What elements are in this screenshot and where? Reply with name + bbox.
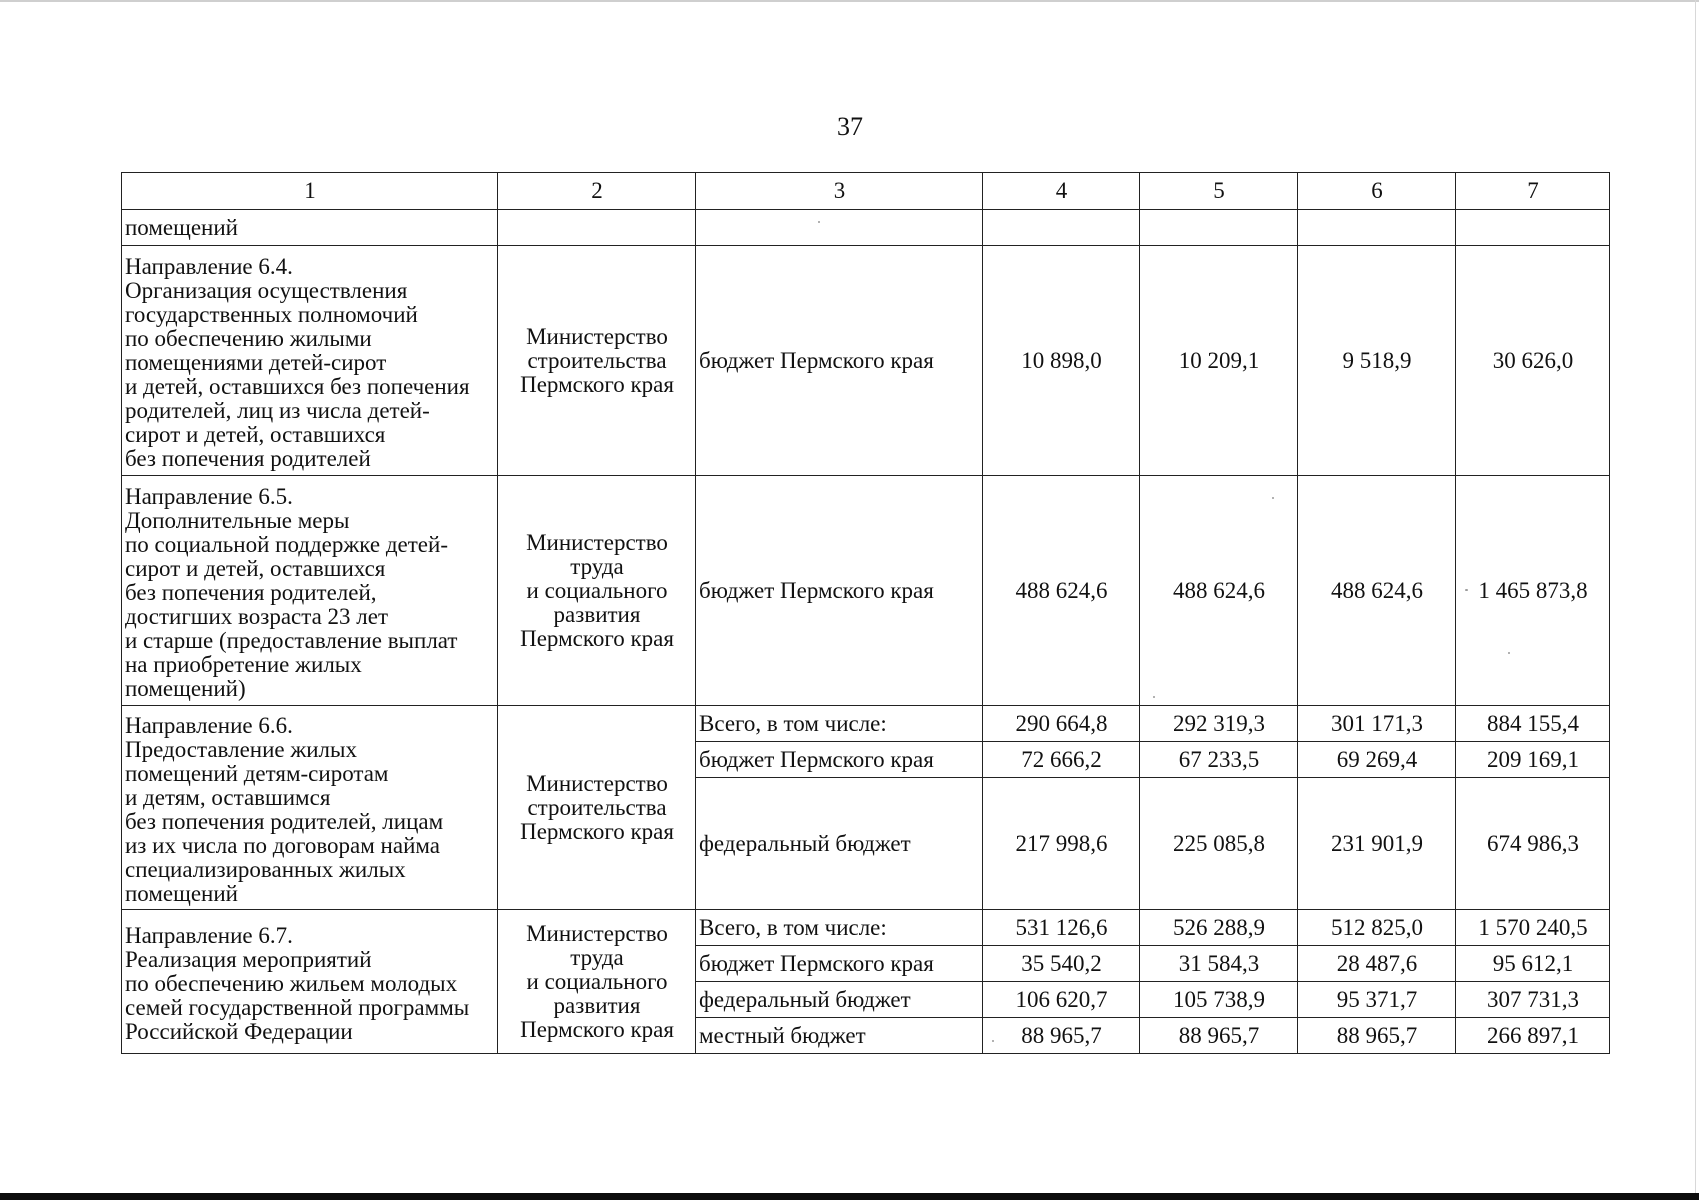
value-col6: 512 825,0 (1298, 910, 1456, 946)
column-header: 3 (696, 173, 983, 210)
column-header: 1 (122, 173, 498, 210)
value-col7: 95 612,1 (1456, 946, 1610, 982)
value-col7: 307 731,3 (1456, 982, 1610, 1018)
column-header: 6 (1298, 173, 1456, 210)
direction-name: Направление 6.5. Дополнительные меры по социальной поддержке детей- сирот и детей, оставшихся без попечения родителей, достигших возраста 23 лет и старше (предоставление выплат на приобретение жилых помещений) (122, 476, 498, 706)
funding-source: местный бюджет (696, 1018, 983, 1054)
value-col6: 301 171,3 (1298, 706, 1456, 742)
value-col5: 488 624,6 (1140, 476, 1298, 706)
funding-source: бюджет Пермского края (696, 742, 983, 778)
funding-source (696, 210, 983, 246)
value-col6: 69 269,4 (1298, 742, 1456, 778)
scan-speck (992, 1040, 994, 1042)
funding-source: Всего, в том числе: (696, 706, 983, 742)
value-col6: 231 901,9 (1298, 778, 1456, 910)
value-col5: 67 233,5 (1140, 742, 1298, 778)
value-col5: 10 209,1 (1140, 246, 1298, 476)
value-col4 (983, 210, 1140, 246)
value-col6: 9 518,9 (1298, 246, 1456, 476)
value-col5: 225 085,8 (1140, 778, 1298, 910)
value-col4: 72 666,2 (983, 742, 1140, 778)
ministry-cell (498, 210, 696, 246)
value-col7: 1 465 873,8 (1456, 476, 1610, 706)
value-col7: 1 570 240,5 (1456, 910, 1610, 946)
ministry-cell: Министерство строительства Пермского края (498, 246, 696, 476)
direction-name: помещений (122, 210, 498, 246)
value-col7 (1456, 210, 1610, 246)
value-col6: 88 965,7 (1298, 1018, 1456, 1054)
value-col6: 28 487,6 (1298, 946, 1456, 982)
scan-speck (818, 221, 820, 223)
scan-edge-right (1695, 0, 1696, 1193)
value-col4: 290 664,8 (983, 706, 1140, 742)
funding-source: бюджет Пермского края (696, 476, 983, 706)
direction-name: Направление 6.6. Предоставление жилых помещений детям-сиротам и детям, оставшимся без попечения родителей, лицам из их числа по договорам найма специализированных жилых помещений (122, 706, 498, 910)
value-col6: 95 371,7 (1298, 982, 1456, 1018)
funding-source: бюджет Пермского края (696, 946, 983, 982)
value-col5: 105 738,9 (1140, 982, 1298, 1018)
scan-speck (1465, 589, 1468, 591)
ministry-cell: Министерство труда и социального развития Пермского края (498, 476, 696, 706)
scan-speck (1272, 497, 1274, 499)
value-col5 (1140, 210, 1298, 246)
value-col5: 31 584,3 (1140, 946, 1298, 982)
table-row (122, 476, 1610, 706)
funding-source: федеральный бюджет (696, 778, 983, 910)
budget-table (121, 172, 1610, 1054)
funding-source: бюджет Пермского края (696, 246, 983, 476)
funding-source: федеральный бюджет (696, 982, 983, 1018)
value-col4: 531 126,6 (983, 910, 1140, 946)
column-header: 5 (1140, 173, 1298, 210)
value-col5: 88 965,7 (1140, 1018, 1298, 1054)
table-row (122, 910, 1610, 946)
column-header: 7 (1456, 173, 1610, 210)
scan-speck (1508, 652, 1510, 654)
table-row (122, 210, 1610, 246)
direction-name: Направление 6.4. Организация осуществления государственных полномочий по обеспечению жилыми помещениями детей-сирот и детей, оставшихся без попечения родителей, лиц из числа детей- сирот и детей, оставшихся без попечения родителей (122, 246, 498, 476)
scan-edge-bottom (0, 1193, 1699, 1200)
value-col6 (1298, 210, 1456, 246)
column-header: 4 (983, 173, 1140, 210)
scan-speck (1153, 696, 1155, 698)
page-number: 37 (837, 112, 863, 141)
ministry-cell: Министерство труда и социального развития Пермского края (498, 910, 696, 1054)
table-row (122, 706, 1610, 742)
value-col4: 106 620,7 (983, 982, 1140, 1018)
funding-source: Всего, в том числе: (696, 910, 983, 946)
value-col4: 217 998,6 (983, 778, 1140, 910)
value-col7: 30 626,0 (1456, 246, 1610, 476)
value-col7: 266 897,1 (1456, 1018, 1610, 1054)
scan-edge-top (0, 0, 1699, 2)
direction-name: Направление 6.7. Реализация мероприятий по обеспечению жильем молодых семей государственной программы Российской Федерации (122, 910, 498, 1054)
column-header: 2 (498, 173, 696, 210)
table-row (122, 246, 1610, 476)
value-col5: 292 319,3 (1140, 706, 1298, 742)
value-col4: 35 540,2 (983, 946, 1140, 982)
value-col6: 488 624,6 (1298, 476, 1456, 706)
value-col4: 488 624,6 (983, 476, 1140, 706)
value-col7: 884 155,4 (1456, 706, 1610, 742)
value-col7: 209 169,1 (1456, 742, 1610, 778)
value-col4: 10 898,0 (983, 246, 1140, 476)
value-col5: 526 288,9 (1140, 910, 1298, 946)
table-header-row (122, 173, 1610, 210)
value-col4: 88 965,7 (983, 1018, 1140, 1054)
value-col7: 674 986,3 (1456, 778, 1610, 910)
ministry-cell: Министерство строительства Пермского края (498, 706, 696, 910)
